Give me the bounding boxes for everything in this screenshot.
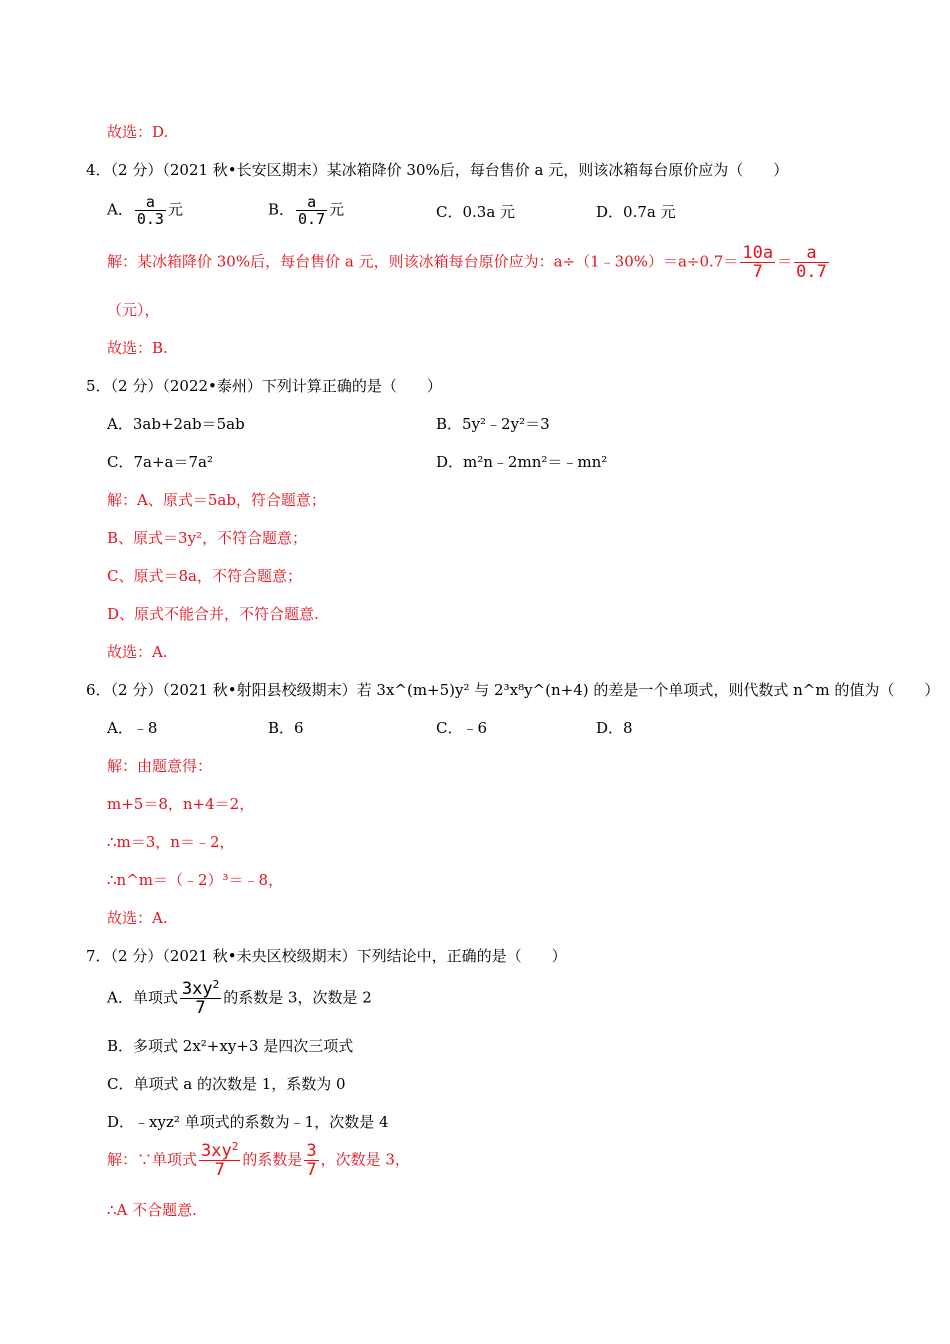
q4-option-a xyxy=(107,194,183,227)
solution-text: 的系数是 xyxy=(242,1150,303,1169)
fraction xyxy=(135,194,166,227)
numerator xyxy=(180,980,221,998)
numerator xyxy=(199,1142,240,1160)
solution-text: 解：∵单项式 xyxy=(107,1150,198,1169)
fraction xyxy=(740,244,775,281)
q5-option-b: B．5y²﹣2y²＝3 xyxy=(436,415,550,433)
q5-solution-1: 解：A、原式＝5ab，符合题意； xyxy=(107,491,326,509)
q3-answer: 故选：D. xyxy=(107,123,169,141)
denominator: 0.3 xyxy=(136,210,164,228)
q6-stem: 6．（2 分）（2021 秋•射阳县校级期末）若 3x^(m+5)y² 与 2³x⁸y^(n+4) 的差是一个单项式，则代数式 n^m 的值为（ ） xyxy=(86,681,940,699)
q4-solution xyxy=(107,244,831,281)
q5-solution-3: C、原式＝8a，不符合题意； xyxy=(107,567,302,585)
denominator: 0.7 xyxy=(796,262,827,282)
q6-solution-4: ∴n^m＝（﹣2）³＝﹣8， xyxy=(107,871,284,889)
q7-option-d: D．﹣xyz² 单项式的系数为﹣1，次数是 4 xyxy=(107,1113,389,1131)
q6-option-b: B．6 xyxy=(268,719,304,737)
fraction xyxy=(794,244,829,281)
numerator: 10a xyxy=(742,243,774,263)
option-text: A．单项式 xyxy=(107,988,178,1007)
q6-solution-2: m+5＝8，n+4＝2， xyxy=(107,795,255,813)
q6-answer: 故选：A. xyxy=(107,909,168,927)
q5-option-a: A．3ab+2ab＝5ab xyxy=(107,415,245,433)
solution-text: ，次数是 3， xyxy=(320,1150,410,1169)
unit: 元 xyxy=(167,200,183,219)
numerator: a xyxy=(307,193,317,211)
exponent: 2 xyxy=(231,1140,239,1153)
numerator: a xyxy=(806,243,817,263)
denominator: 7 xyxy=(306,1160,317,1180)
denominator: 0.7 xyxy=(298,210,326,228)
q7-solution-2: ∴A 不合题意. xyxy=(107,1201,197,1219)
option-letter: B． xyxy=(268,200,295,219)
fraction xyxy=(296,194,327,227)
q4-solution-unit: （元）， xyxy=(107,301,160,319)
fraction xyxy=(180,980,221,1017)
q5-option-c: C．7a+a＝7a² xyxy=(107,453,213,471)
q6-option-a: A．﹣8 xyxy=(107,719,158,737)
q4-option-d: D．0.7a 元 xyxy=(596,203,676,221)
denominator: 7 xyxy=(752,262,763,282)
q6-option-c: C．﹣6 xyxy=(436,719,488,737)
unit: 元 xyxy=(329,200,345,219)
q5-option-d: D．m²n﹣2mn²＝﹣mn² xyxy=(436,453,608,471)
q4-option-c: C．0.3a 元 xyxy=(436,203,516,221)
denominator: 7 xyxy=(214,1160,225,1180)
q5-solution-4: D、原式不能合并，不符合题意. xyxy=(107,605,319,623)
q4-answer: 故选：B. xyxy=(107,339,168,357)
exponent: 2 xyxy=(212,978,220,991)
q6-option-d: D．8 xyxy=(596,719,633,737)
numerator-base: 3xy xyxy=(181,979,213,999)
numerator: 3 xyxy=(306,1141,317,1161)
q4-stem: 4．（2 分）（2021 秋•长安区期末）某冰箱降价 30%后，每台售价 a 元，则该冰箱每台原价应为（ ） xyxy=(86,161,789,179)
option-letter: A． xyxy=(107,200,133,219)
solution-text: 解：某冰箱降价 30%后，每台售价 a 元，则该冰箱每台原价应为：a÷（1﹣30%）＝a÷0.7＝ xyxy=(107,252,739,271)
numerator: a xyxy=(145,193,155,211)
q7-option-b: B．多项式 2x²+xy+3 是四次三项式 xyxy=(107,1037,354,1055)
q7-stem: 7．（2 分）（2021 秋•未央区校级期末）下列结论中，正确的是（ ） xyxy=(86,947,567,965)
q4-option-b xyxy=(268,194,344,227)
option-text: 的系数是 3，次数是 2 xyxy=(223,988,372,1007)
q5-stem: 5．（2 分）（2022•泰州）下列计算正确的是（ ） xyxy=(86,377,442,395)
numerator-base: 3xy xyxy=(201,1141,232,1161)
fraction xyxy=(304,1142,318,1179)
q6-solution-3: ∴m＝3，n＝﹣2， xyxy=(107,833,235,851)
q7-option-a xyxy=(107,980,372,1017)
q7-solution xyxy=(107,1142,410,1179)
fraction xyxy=(199,1142,240,1179)
q7-option-c: C．单项式 a 的次数是 1，系数为 0 xyxy=(107,1075,346,1093)
denominator: 7 xyxy=(195,998,206,1018)
q5-answer: 故选：A. xyxy=(107,643,168,661)
equals-sign: ＝ xyxy=(777,252,793,271)
q5-solution-2: B、原式＝3y²，不符合题意； xyxy=(107,529,308,547)
q6-solution-1: 解：由题意得： xyxy=(107,757,213,775)
